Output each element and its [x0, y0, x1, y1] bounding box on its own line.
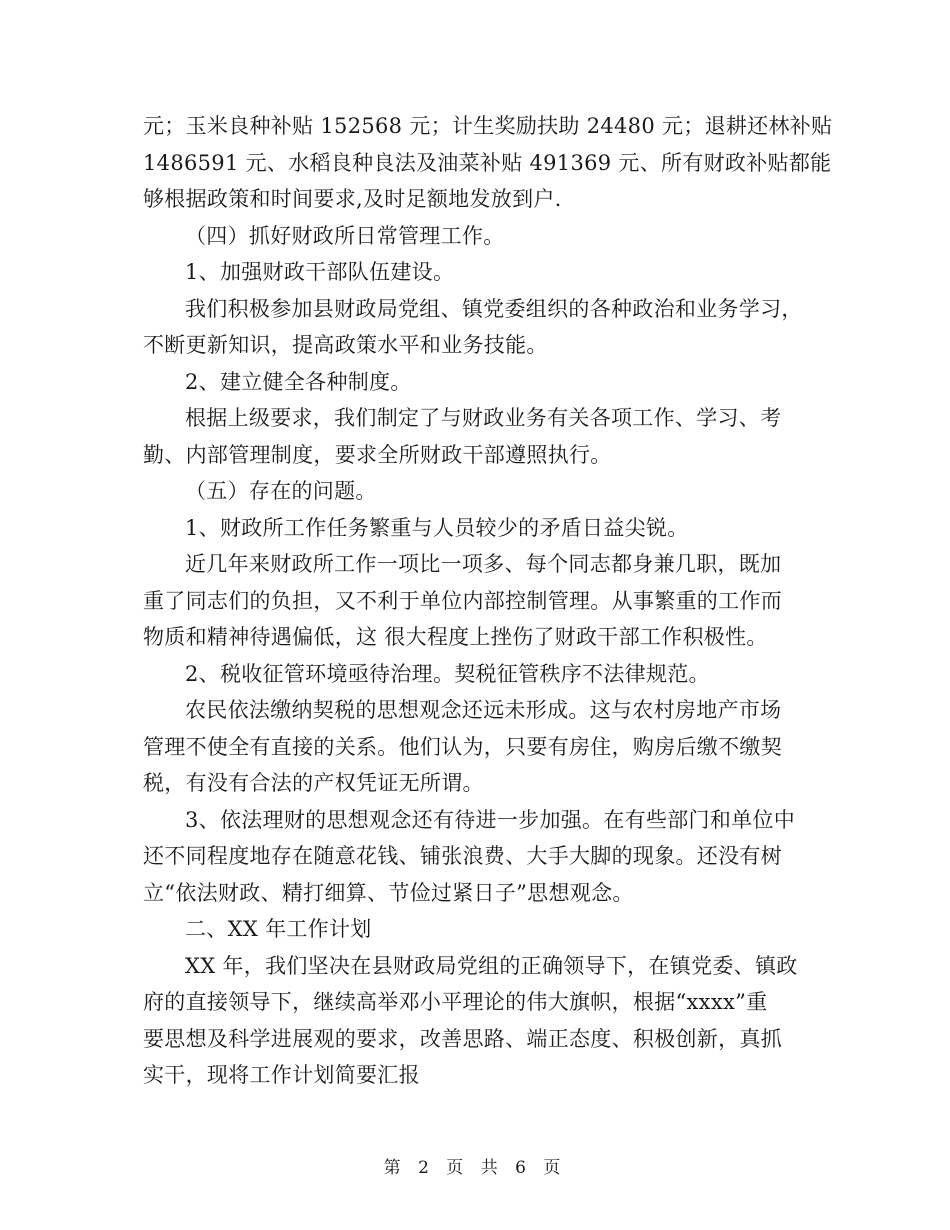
text-line: 农民依法缴纳契税的思想观念还远未形成。这与农村房地产市场: [185, 698, 782, 722]
text-line: 立“依法财政、精打细算、节俭过紧日子”思想观念。: [143, 880, 634, 905]
subsection-heading: 2、建立健全各种制度。: [185, 369, 412, 394]
text-line: 物质和精神待遇偏低，这 很大程度上挫伤了财政干部工作积极性。: [143, 625, 768, 649]
text-line: 不断更新知识，提高政策水平和业务技能。: [143, 333, 548, 357]
document-body: [143, 108, 833, 1094]
subsection-heading: 1、财政所工作任务繁重与人员较少的矛盾日益尖锐。: [185, 515, 689, 540]
subsection-heading: 1、加强财政干部队伍建设。: [185, 260, 455, 284]
text-line: 够根据政策和时间要求,及时足额地发放到户.: [143, 187, 562, 211]
text-line: 1486591 元、水稻良种良法及油菜补贴 491369 元、所有财政补贴都能: [143, 150, 832, 175]
text-line: 我们积极参加县财政局党组、镇党委组织的各种政治和业务学习，: [185, 296, 803, 321]
text-line: 税，有没有合法的产权凭证无所谓。: [143, 771, 484, 795]
text-line: 要思想及科学进展观的要求，改善思路、端正态度、积极创新，真抓: [143, 1026, 782, 1051]
text-line: 府的直接领导下，继续高举邓小平理论的伟大旗帜，根据“xxxx”重: [143, 990, 768, 1014]
text-line: 近几年来财政所工作一项比一项多、每个同志都身兼几职，既加: [185, 552, 782, 576]
text-line: 还不同程度地存在随意花钱、铺张浪费、大手大脚的现象。还没有树: [143, 844, 782, 868]
subsection-heading: 2、税收征管环境亟待治理。契税征管秩序不法律规范。: [185, 661, 710, 686]
text-line: XX 年，我们坚决在县财政局党组的正确领导下，在镇党委、镇政: [185, 953, 798, 978]
text-line: 根据上级要求，我们制定了与财政业务有关各项工作、学习、考: [185, 406, 782, 430]
text-line: 实干，现将工作计划简要汇报: [143, 1063, 420, 1087]
text-line: 重了同志们的负担，又不利于单位内部控制管理。从事繁重的工作而: [143, 588, 782, 613]
section-heading: （四）抓好财政所日常管理工作。: [185, 223, 505, 248]
text-line: 管理不使全有直接的关系。他们认为，只要有房住，购房后缴不缴契: [143, 734, 782, 759]
text-line: 元；玉米良种补贴 152568 元；计生奖励扶助 24480 元；退耕还林补贴: [143, 114, 833, 138]
section-heading: 二、XX 年工作计划: [185, 917, 372, 941]
page-number-footer: 第 2 页 共 6 页: [383, 1158, 567, 1178]
subsection-heading: 3、依法理财的思想观念还有待进一步加强。在有些部门和单位中: [185, 807, 796, 832]
text-line: 勤、内部管理制度，要求全所财政干部遵照执行。: [143, 442, 612, 467]
section-heading: （五）存在的问题。: [185, 479, 377, 503]
